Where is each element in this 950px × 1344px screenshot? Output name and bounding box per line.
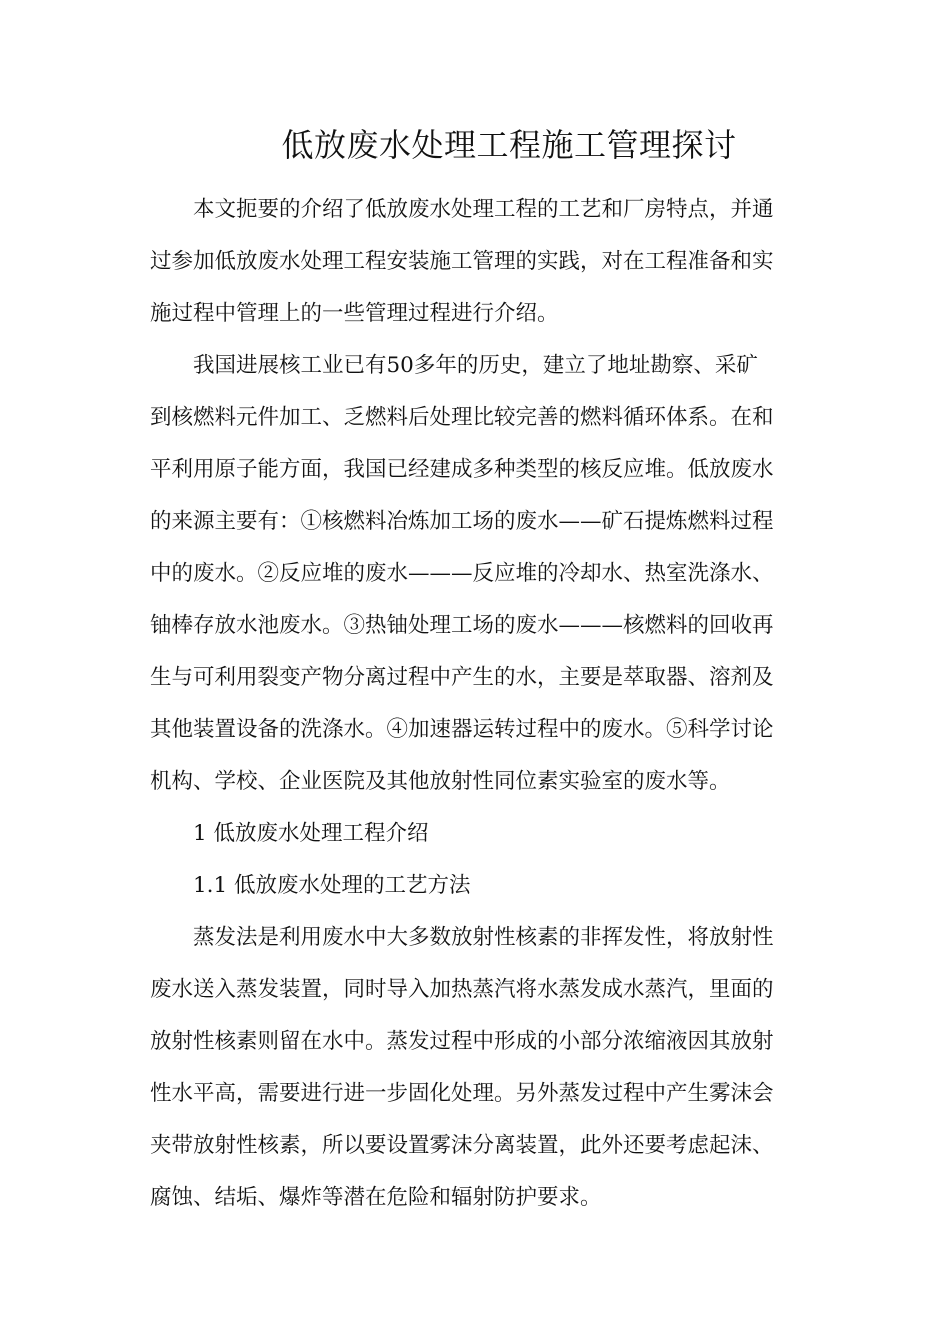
text-line: 铀棒存放水池废水。③热铀处理工场的废水———核燃料的回收再 xyxy=(150,613,774,638)
section-heading-1-1 xyxy=(150,860,800,912)
text-line: 蒸发法是利用废水中大多数放射性核素的非挥发性，将放射性 xyxy=(193,925,774,950)
text-line: 本文扼要的介绍了低放废水处理工程的工艺和厂房特点，并通 xyxy=(193,197,774,222)
text-line: 夹带放射性核素，所以要设置雾沫分离装置，此外还要考虑起沫、 xyxy=(150,1133,774,1158)
text-line: 放射性核素则留在水中。蒸发过程中形成的小部分浓缩液因其放射 xyxy=(150,1029,774,1054)
heading-text: 1.1 低放废水处理的工艺方法 xyxy=(193,873,471,898)
text-line: 施过程中管理上的一些管理过程进行介绍。 xyxy=(150,301,559,326)
text-line: 废水送入蒸发装置，同时导入加热蒸汽将水蒸发成水蒸汽，里面的 xyxy=(150,977,774,1002)
text-line: 到核燃料元件加工、乏燃料后处理比较完善的燃料循环体系。在和 xyxy=(150,405,774,430)
text-line: 我国进展核工业已有50多年的历史，建立了地址勘察、采矿 xyxy=(193,353,758,378)
document-title: 低放废水处理工程施工管理探讨 xyxy=(281,126,737,164)
text-line: 平利用原子能方面，我国已经建成多种类型的核反应堆。低放废水 xyxy=(150,457,774,482)
text-line: 的来源主要有：①核燃料冶炼加工场的废水——矿石提炼燃料过程 xyxy=(150,509,774,534)
paragraph-evaporation xyxy=(150,912,800,1224)
text-line: 其他装置设备的洗涤水。④加速器运转过程中的废水。⑤科学讨论 xyxy=(150,717,774,742)
text-line: 过参加低放废水处理工程安装施工管理的实践，对在工程准备和实 xyxy=(150,249,774,274)
section-heading-1 xyxy=(150,808,800,860)
text-line: 机构、学校、企业医院及其他放射性同位素实验室的废水等。 xyxy=(150,769,731,794)
document-body xyxy=(150,184,800,1224)
paragraph-background xyxy=(150,340,800,808)
heading-text: 1 低放废水处理工程介绍 xyxy=(193,821,429,846)
text-line: 腐蚀、结垢、爆炸等潜在危险和辐射防护要求。 xyxy=(150,1185,602,1210)
text-line: 生与可利用裂变产物分离过程中产生的水，主要是萃取器、溶剂及 xyxy=(150,665,774,690)
text-line: 性水平高，需要进行进一步固化处理。另外蒸发过程中产生雾沫会 xyxy=(150,1081,774,1106)
paragraph-abstract xyxy=(150,184,800,340)
text-line: 中的废水。②反应堆的废水———反应堆的冷却水、热室洗涤水、 xyxy=(150,561,774,586)
